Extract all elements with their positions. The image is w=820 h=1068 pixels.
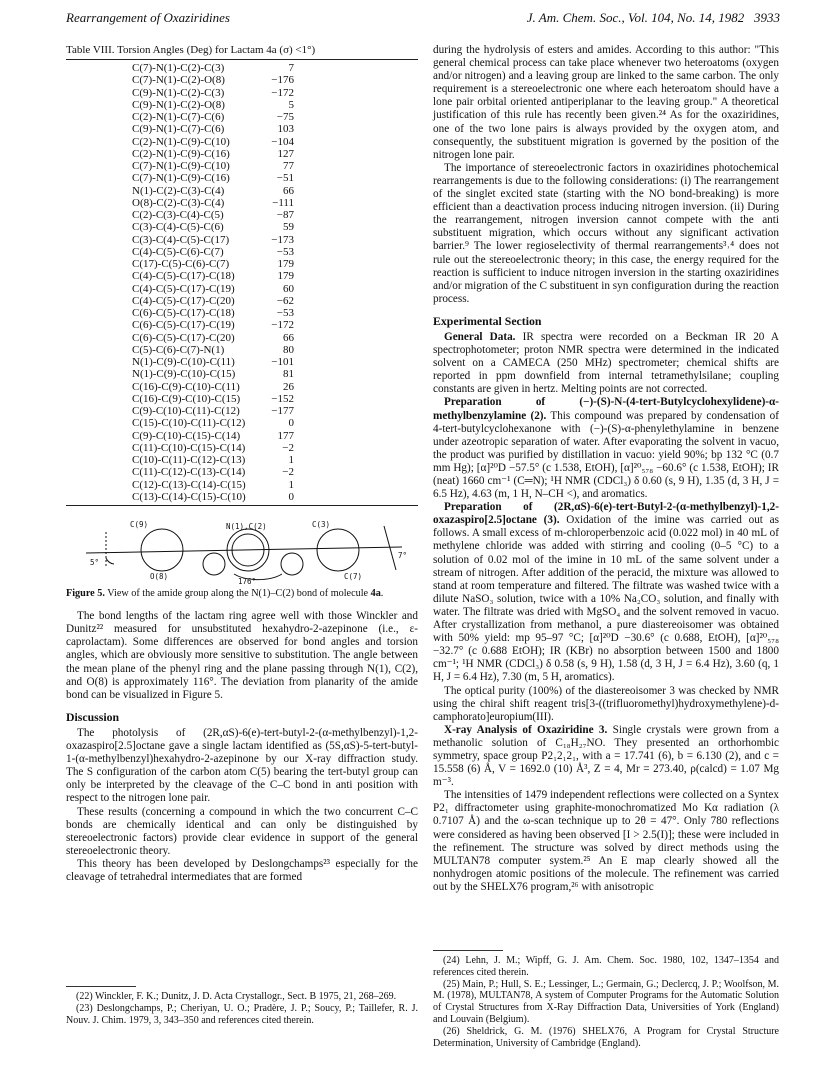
torsion-angle-value: 60 <box>283 282 294 295</box>
table-row <box>132 430 294 442</box>
torsion-angle-value: −2 <box>282 466 294 479</box>
torsion-angle-value: −2 <box>282 441 294 454</box>
table-row <box>132 356 294 368</box>
footnote-rule <box>66 986 136 987</box>
torsion-angle-value: 7 <box>288 62 294 74</box>
torsion-angle-value: 127 <box>277 147 294 160</box>
torsion-angle-value: −75 <box>276 111 294 123</box>
torsion-angle-value: −53 <box>276 307 294 319</box>
table-row <box>132 332 294 344</box>
table-caption: Table VIII. Torsion Angles (Deg) for Lactam 4a (σ) <1°) <box>66 44 316 56</box>
page-number: 3933 <box>754 10 780 25</box>
table-row <box>132 479 294 491</box>
footnotes-left <box>66 986 418 1026</box>
table-row <box>132 234 294 246</box>
table-row <box>132 393 294 405</box>
table-row <box>132 221 294 233</box>
running-title: Rearrangement of Oxaziridines <box>66 10 230 25</box>
paragraph-xray: X-ray Analysis of Oxaziridine 3. Single crystals were grown from a methanolic solution of C₁₈H₂₇NO. They presented an orthorhombic symmetry, space group P2₁2₁2₁, with a = 17.741 (6), b = 6.130 (2), and c = 15.558 (6) Å, V = 1692.0 (10) Å³, Z = 4, Mr = 273.40, ρ(calcd) = 1.07 Mg m⁻³. <box>433 723 779 789</box>
torsion-angle-label: C(16)-C(9)-C(10)-C(11) <box>132 380 240 393</box>
torsion-angle-value: −87 <box>276 209 294 221</box>
torsion-angle-label: C(9)-N(1)-C(2)-C(3) <box>132 86 225 99</box>
table-row <box>132 295 294 307</box>
label-o8: O(8) <box>150 572 169 581</box>
table-row <box>132 442 294 454</box>
torsion-angle-label: C(10)-C(11)-C(12)-C(13) <box>132 454 246 466</box>
journal-citation: J. Am. Chem. Soc., Vol. 104, No. 14, 1982 3933 <box>526 10 780 25</box>
torsion-angle-label: C(15)-C(10)-C(11)-C(12) <box>132 417 246 430</box>
footnote-25: (25) Main, P.; Hull, S. E.; Lessinger, L.; Germain, G.; Declercq, J. P.; Woolfson, M. M. (1978), MULTAN78, A system of Computer Programs for the Automatic Solution of Crystal Structures from X-Ray Diffraction Data, Universities of York (England) and Louvain (Belgium). <box>433 978 779 1025</box>
experimental-heading: Experimental Section <box>433 313 542 328</box>
table-row <box>132 283 294 295</box>
torsion-angle-label: N(1)-C(9)-C(10)-C(11) <box>132 356 235 368</box>
label-c3: C(3) <box>312 520 331 529</box>
torsion-angle-label: C(5)-C(6)-C(7)-N(1) <box>132 343 225 356</box>
table-row <box>132 197 294 209</box>
torsion-angle-value: 66 <box>283 331 294 344</box>
table-row <box>132 99 294 111</box>
table-row <box>132 454 294 466</box>
torsion-angle-value: 59 <box>283 221 294 234</box>
torsion-angle-value: 5 <box>288 98 294 111</box>
torsion-angle-label: C(16)-C(9)-C(10)-C(15) <box>132 392 241 405</box>
label-c9: C(9) <box>130 520 149 529</box>
table-top-rule <box>66 59 418 60</box>
torsion-angle-value: 66 <box>283 184 294 197</box>
table-row <box>132 74 294 86</box>
torsion-angle-value: −152 <box>271 392 294 405</box>
c3-axis-line <box>384 526 396 570</box>
torsion-angle-value: −101 <box>271 356 294 368</box>
torsion-angle-label: C(7)-N(1)-C(2)-O(8) <box>132 74 225 87</box>
torsion-angle-table <box>132 62 294 503</box>
table-row <box>132 307 294 319</box>
table-row <box>132 136 294 148</box>
o8-atom-circle <box>203 553 225 575</box>
footnote-24: (24) Lehn, J. M.; Wipff, G. J. Am. Chem. Soc. 1980, 102, 1347–1354 and references cited therein. <box>433 955 779 978</box>
torsion-angle-label: C(4)-C(5)-C(17)-C(19) <box>132 282 235 295</box>
figure-caption: Figure 5. View of the amide group along the N(1)–C(2) bond of molecule 4a. <box>66 588 384 599</box>
table-row <box>132 381 294 393</box>
torsion-angle-label: C(6)-C(5)-C(17)-C(19) <box>132 319 235 332</box>
torsion-angle-label: C(9)-N(1)-C(2)-O(8) <box>132 98 225 111</box>
torsion-angle-label: C(6)-C(5)-C(17)-C(18) <box>132 307 235 319</box>
torsion-angle-value: −62 <box>276 294 294 307</box>
torsion-angle-label: N(1)-C(2)-C(3)-C(4) <box>132 184 225 197</box>
torsion-angle-value: 1 <box>288 478 294 491</box>
table-row <box>132 246 294 258</box>
torsion-angle-label: C(7)-N(1)-C(9)-C(16) <box>132 172 230 185</box>
table-row <box>132 319 294 331</box>
torsion-angle-label: C(2)-N(1)-C(9)-C(10) <box>132 135 230 148</box>
label-angle-176: 176° <box>238 577 257 584</box>
footnote-22: (22) Winckler, F. K.; Dunitz, J. D. Acta Crystallogr., Sect. B 1975, 21, 268–269. <box>76 991 397 1002</box>
torsion-angle-value: 26 <box>283 380 294 393</box>
paragraph-stereoelectronic: The importance of stereoelectronic factors in oxaziridines photochemical rearrangements is due to the following considerations: (i) The rearrangement of the singlet excited state (starting with the NO bond-breaking) is more efficient than a deactivation process inducing nitrogen inversion. (ii) During the rearrangement, nitrogen inversion cannot compete with the anti substituent migration, which occurs without any significant activation barrier.⁹ The lower regioselectivity of thermal rearrangements³˒⁴ does not rule out the stereoelectronic theory; in this case, the energy required for the reaction is sufficient to induce nitrogen inversion in the starting oxaziridines and/or migration of the C substituent in syn configuration during the reaction process. <box>433 161 779 305</box>
torsion-angle-label: C(4)-C(5)-C(17)-C(18) <box>132 270 235 283</box>
table-row <box>132 111 294 123</box>
table-row <box>132 258 294 270</box>
figure-5 <box>66 518 418 584</box>
torsion-angle-value: −53 <box>276 245 294 258</box>
torsion-angle-label: C(2)-N(1)-C(7)-C(6) <box>132 111 225 123</box>
table-row <box>132 172 294 184</box>
table-row <box>132 123 294 135</box>
torsion-angle-value: −172 <box>271 319 294 332</box>
table-row <box>132 148 294 160</box>
table-row <box>132 160 294 172</box>
torsion-angle-label: N(1)-C(9)-C(10)-C(15) <box>132 368 236 381</box>
torsion-angle-label: C(7)-N(1)-C(9)-C(10) <box>132 160 230 172</box>
table-bottom-rule <box>66 505 418 506</box>
torsion-table-body <box>132 62 294 503</box>
paragraph-prep-2: Preparation of (−)-(S)-N-(4-tert-Butylcyclohexylidene)-α-methylbenzylamine (2). This compound was prepared by condensation of 4-tert-butylcyclohexanone with (−)-(S)-α-phenylethylamine in benzene under azeotropic separation of water. After evaporating the solvent in vacuo, the product was purified by distillation in vacuo: yield 90%; bp 132 °C (0.7 mm Hg); [α]²⁰D −57.5° (c 1.538, EtOH), [α]²⁰₅₇₈ −60.6° (c 1.538, EtOH); IR (neat) 1660 cm⁻¹ (C═N); ¹H NMR (CDCl₃) δ 0.60 (s, 9 H), 1.35 (d, 3 H, J = 6.5 Hz), 4.63 (m, 1 H, N–CH <), and aromatics. <box>433 396 779 501</box>
torsion-angle-value: 0 <box>288 417 294 430</box>
footnote-23: (23) Deslongchamps, P.; Cheriyan, U. O.; Pradère, J. P.; Soucy, P.; Taillefer, R. J. Nouv. J. Chim. 1979, 3, 343–350 and references cited therein. <box>66 1002 418 1026</box>
c3-atom-circle <box>317 529 359 571</box>
torsion-angle-label: C(9)-C(10)-C(11)-C(12) <box>132 405 240 417</box>
torsion-angle-value: 103 <box>277 123 294 136</box>
torsion-angle-value: 1 <box>288 454 294 466</box>
table-row <box>132 368 294 380</box>
table-row <box>132 209 294 221</box>
torsion-angle-label: C(4)-C(5)-C(6)-C(7) <box>132 245 224 258</box>
torsion-angle-label: C(6)-C(5)-C(17)-C(20) <box>132 331 235 344</box>
torsion-angle-value: −51 <box>276 172 294 185</box>
table-row <box>132 344 294 356</box>
torsion-angle-value: 179 <box>277 270 294 283</box>
torsion-angle-value: 80 <box>283 343 294 356</box>
paragraph-results: These results (concerning a compound in which the two concurrent C–C bonds are chemically identical and can only be distinguished by stereoelectronic factors) provide clear evidence in support of the general stereoelectronic theory. <box>66 805 418 857</box>
paragraph-theory: This theory has been developed by Deslongchamps²³ especially for the cleavage of tetrahedral intermediates that are formed <box>66 857 418 883</box>
torsion-angle-label: C(3)-C(4)-C(5)-C(6) <box>132 221 224 234</box>
table-row <box>132 87 294 99</box>
footnote-26: (26) Sheldrick, G. M. (1976) SHELX76, A Program for Crystal Structure Determination, University of Cambridge (England). <box>433 1025 779 1049</box>
c7-atom-circle <box>281 553 303 575</box>
torsion-angle-value: −176 <box>271 74 294 87</box>
paragraph-photolysis: The photolysis of (2R,αS)-6(e)-tert-butyl-2-(α-methylbenzyl)-1,2-oxazaspiro[2.5]octane gave a single lactam identified as (5S,αS)-5-tert-butyl-1-(α-methylbenzyl)hexahydro-2-azepinone by our X-ray diffraction study. The S configuration of the carbon atom C(5) bearing the tert-butyl group can only be interpreted by the cleavage of the C–C bond in anti position with respect to the nitrogen lone pair. <box>66 726 418 805</box>
paragraph-hydrolysis: during the hydrolysis of esters and amides. According to this author: "This general chemical process can take place whenever two heteroatoms (oxygen and/or nitrogen) and a leaving group are linked to the same carbon. The only requirement is a stereoelectronic one where each heteroatom should have a lone pair orbital oriented antiperiplanar to the leaving group." A theoretical justification of this rule has recently been given.²⁴ As for the oxaziridines, one of the two lone pairs is always provided by the oxygen atom, and consequently, the substituent migration is governed by the position of the nitrogen lone pair. <box>433 44 779 161</box>
torsion-angle-label: C(2)-N(1)-C(9)-C(16) <box>132 147 230 160</box>
paragraph-optical-purity: The optical purity (100%) of the diastereoisomer 3 was checked by NMR using the chiral shift reagent tris[3-((trifluoromethyl)hydroxymethylene)-d-camphorato]europium(III). <box>433 684 779 723</box>
c9-atom-circle <box>141 529 183 571</box>
label-angle-5: 5° <box>90 558 100 567</box>
projection-line <box>86 547 402 553</box>
torsion-angle-label: C(12)-C(13)-C(14)-C(15) <box>132 478 246 491</box>
torsion-angle-value: −104 <box>271 135 294 148</box>
label-angle-7: 7° <box>398 551 408 560</box>
discussion-heading: Discussion <box>66 709 120 724</box>
torsion-angle-value: −111 <box>272 196 294 209</box>
torsion-angle-label: C(17)-C(5)-C(6)-C(7) <box>132 258 230 270</box>
torsion-angle-label: C(4)-C(5)-C(17)-C(20) <box>132 294 235 307</box>
table-row <box>132 270 294 282</box>
torsion-angle-label: C(13)-C(14)-C(15)-C(10) <box>132 490 246 503</box>
torsion-angle-value: −173 <box>271 233 294 246</box>
angle-arc-5 <box>106 558 114 564</box>
footnote-rule <box>433 950 503 951</box>
table-row <box>132 405 294 417</box>
footnotes-right <box>433 950 779 1049</box>
label-n1-c2: N(1),C(2) <box>226 522 267 531</box>
torsion-angle-value: 177 <box>277 429 294 442</box>
paragraph-bond-lengths: The bond lengths of the lactam ring agree well with those Winckler and Dunitz²² measured for unsubstituted hexahydro-2-azepinone (i.e., ε-caprolactam). Some differences are observed for bond angles and torsion angles, which are obviously more sensitive to substitution. The angle between the mean plane of the phenyl ring and the plane passing through N(1), C(2), and O(8) is approximately 116°. The deviation from planarity of the amide bond can be visualized in Figure 5. <box>66 610 418 701</box>
torsion-angle-value: −177 <box>271 405 294 417</box>
table-row <box>132 417 294 429</box>
amide-projection-diagram <box>66 518 418 584</box>
paragraph-general-data: General Data. IR spectra were recorded on a Beckman IR 20 A spectrophotometer; proton NMR spectra were determined in the indicated solvent on a CAMECA (250 MHz) spectrometer; chemical shifts are reported in ppm downfield from internal tetramethylsilane; coupling constants are given in hertz. Melting points are not corrected. <box>433 330 779 396</box>
torsion-angle-value: −172 <box>271 86 294 99</box>
torsion-angle-label: C(7)-N(1)-C(2)-C(3) <box>132 62 225 74</box>
paragraph-intensities: The intensities of 1479 independent reflections were collected on a Syntex P2₁ diffractometer using graphite-monochromatized Mo Kα radiation (λ 0.7107 Å) and the ω-scan technique up to 2θ = 47°. Only 780 reflections were considered as having been observed [I > 2.5(I)]; these were included in the refinement. The structure was solved by direct methods using the MULTAN78 computer system.²⁵ An E map clearly showed all the nonhydrogen atomic positions of the molecule. The refinement was carried out by the SHELX76 program,²⁶ with anisotropic <box>433 789 779 893</box>
paragraph-prep-3: Preparation of (2R,αS)-6(e)-tert-Butyl-2-(α-methylbenzyl)-1,2-oxazaspiro[2.5]octane (3). Oxidation of the imine was carried out as follows. A small excess of m-chloroperbenzoic acid (0.022 mol) in 40 mL of methylene chloride was added with stirring and cooling (0–5 °C) to a solution of 0.02 mol of the imine in 10 mL of the same solvent under a stream of nitrogen. After addition of the peracid, the mixture was allowed to stand at room temperature and filtered. The filtrate was washed twice with a dilute NaSO₃ solution, twice with a 10% Na₂CO₃ solution, and finally with water. The filtrate was dried with MgSO₄ and the solvent removed in vacuo. After crystallization from methanol, a pure diastereoisomer was obtained with 50% yield: mp 95–97 °C; [α]²⁰D −30.6° (c 0.688, EtOH), [α]²⁰₅₇₈ −32.7° (c 0.688 EtOH); IR (KBr) no absorption between 1500 and 1800 cm⁻¹; ¹H NMR (CDCl₃) δ 0.58 (s, 9 H), 1.58 (d, 3 H, J = 6.4 Hz), 3.60 (q, 1 H, J = 6.4 Hz), 7.30 (m, 5 H, aromatics). <box>433 501 780 684</box>
torsion-angle-value: 77 <box>283 160 294 172</box>
page-header <box>66 10 780 28</box>
table-row <box>132 62 294 74</box>
torsion-angle-value: 179 <box>277 258 294 270</box>
torsion-angle-label: C(11)-C(10)-C(15)-C(14) <box>132 441 246 454</box>
torsion-angle-label: C(9)-N(1)-C(7)-C(6) <box>132 123 225 136</box>
left-column <box>66 44 418 884</box>
torsion-angle-label: C(3)-C(4)-C(5)-C(17) <box>132 233 230 246</box>
torsion-angle-label: C(9)-C(10)-C(15)-C(14) <box>132 429 241 442</box>
label-c7: C(7) <box>344 572 363 581</box>
right-column <box>433 44 779 894</box>
torsion-angle-label: O(8)-C(2)-C(3)-C(4) <box>132 196 225 209</box>
table-row <box>132 185 294 197</box>
torsion-angle-value: 81 <box>283 368 294 381</box>
table-row <box>132 491 294 503</box>
torsion-angle-label: C(11)-C(12)-C(13)-C(14) <box>132 466 246 479</box>
table-row <box>132 466 294 478</box>
torsion-angle-label: C(2)-C(3)-C(4)-C(5) <box>132 209 224 221</box>
torsion-angle-value: 0 <box>288 490 294 503</box>
